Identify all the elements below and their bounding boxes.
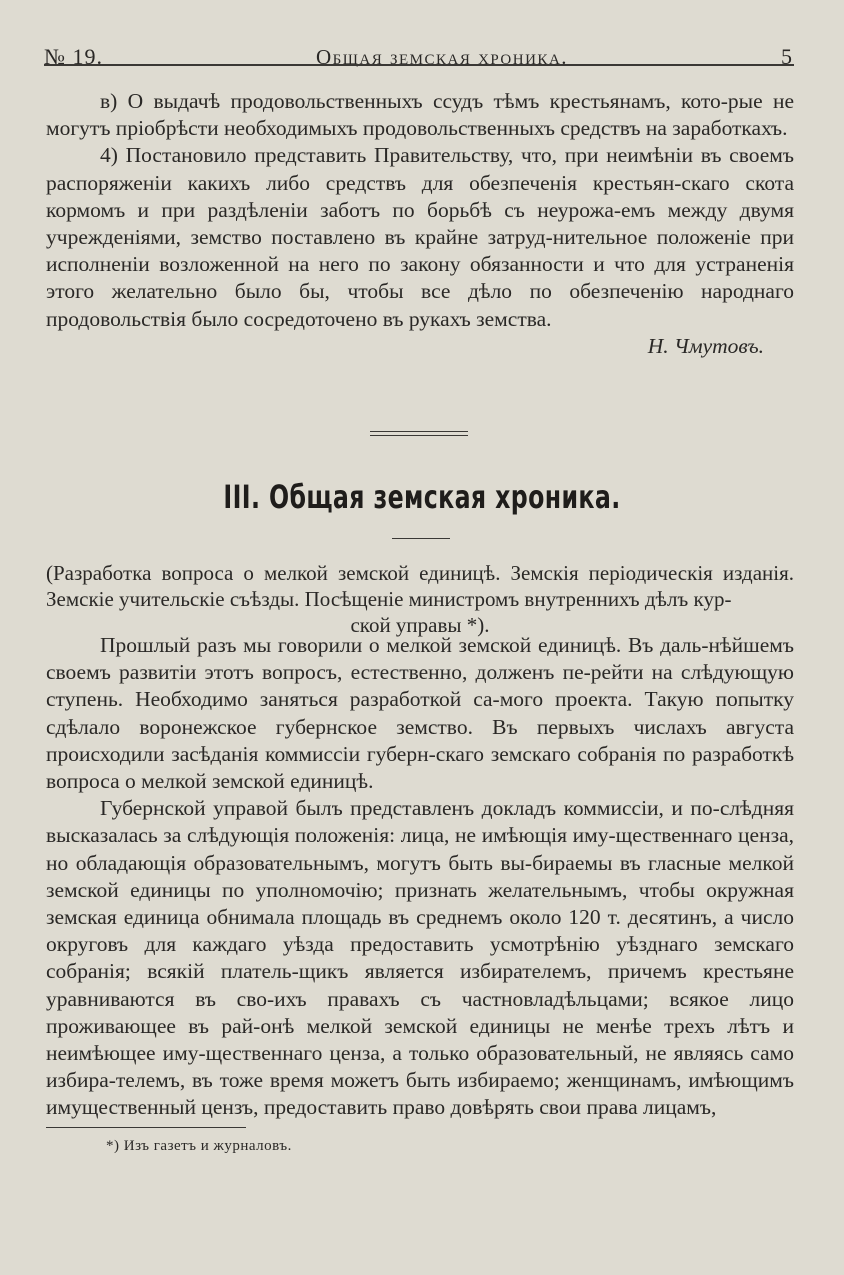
- paragraph-4: 4) Постановило представить Правительству, что, при неимѣніи въ своемъ распоряженіи какихъ либо средствъ для обезпеченія крестьян-скаго скота кормомъ и при раздѣленіи заботъ по борьбѣ съ неурожа-емъ между двумя учрежденіями, земство поставлено въ крайне затруд-нительное положеніе при исполненіи возложенной на него по закону обязанности и что для устраненія этого желательно было бы, чтобы все дѣло по обезпеченію народнаго продовольствія было сосредоточено въ рукахъ земства.: [46, 143, 794, 331]
- running-title: Общая земская хроника.: [315, 45, 569, 69]
- paragraph-v: в) О выдачѣ продовольственныхъ ссудъ тѣмъ крестьянамъ, кото-рые не могутъ пріобрѣсти необходимыхъ продовольственныхъ средствъ на заработкахъ.: [46, 89, 794, 141]
- section-divider: [370, 431, 468, 436]
- issue-number: № 19.: [44, 44, 103, 69]
- header-rule: [44, 64, 794, 66]
- section-summary: [46, 560, 794, 638]
- top-text-block: [46, 88, 794, 360]
- main-paragraph-2: Губернской управой былъ представленъ докладъ коммиссіи, и по-слѣдняя высказалась за слѣдующія положенія: лица, не имѣющія иму-щественнаго ценза, но обладающія образовательнымъ, могутъ быть вы-бираемы въ гласные мелкой земской единицы по уполномочію; признать желательнымъ, чтобы окружная земская единица обнимала площадь въ среднемъ около 120 т. десятинъ, а число округовъ для каждаго уѣзда предоставить усмотрѣнію уѣзднаго земскаго собранія; всякій платель-щикъ является избирателемъ, причемъ крестьяне уравниваются въ сво-ихъ правахъ съ частновладѣльцами; всякое лицо проживающее въ рай-онѣ мелкой земской единицы не менѣе трехъ лѣтъ и неимѣющее иму-щественнаго ценза, а только образовательный, не являясь само избира-телемъ, въ тоже время можетъ быть избираемо; женщинамъ, имѣющимъ имущественный цензъ, предоставить право довѣрять свои права лицамъ,: [46, 796, 794, 1120]
- main-paragraph-1: Прошлый разъ мы говорили о мелкой земской единицѣ. Въ даль-нѣйшемъ своемъ развитіи этотъ вопросъ, естественно, долженъ пе-рейти на слѣдующую ступень. Необходимо заняться разработкой са-мого проекта. Такую попытку сдѣлало воронежское губернское земство. Въ первыхъ числахъ августа происходили засѣданія коммиссіи губерн-скаго земскаго собранія по разработкѣ вопроса о мелкой земской единицѣ.: [46, 633, 794, 794]
- main-text-block: [46, 632, 794, 1122]
- footnote: *) Изъ газетъ и журналовъ.: [106, 1138, 292, 1154]
- section-heading: III. Общая земская хроника.: [223, 478, 621, 516]
- heading-rule: [392, 538, 450, 539]
- footnote-rule: [46, 1127, 246, 1128]
- page-number: 5: [781, 44, 792, 69]
- summary-text: (Разработка вопроса о мелкой земской единицѣ. Земскія періодическія изданія. Земскіе учительскіе съѣзды. Посѣщеніе министромъ внутреннихъ дѣлъ кур-: [46, 561, 794, 611]
- summary-end: ской управы *).: [350, 613, 490, 637]
- signature: Н. Чмутовъ.: [647, 333, 764, 358]
